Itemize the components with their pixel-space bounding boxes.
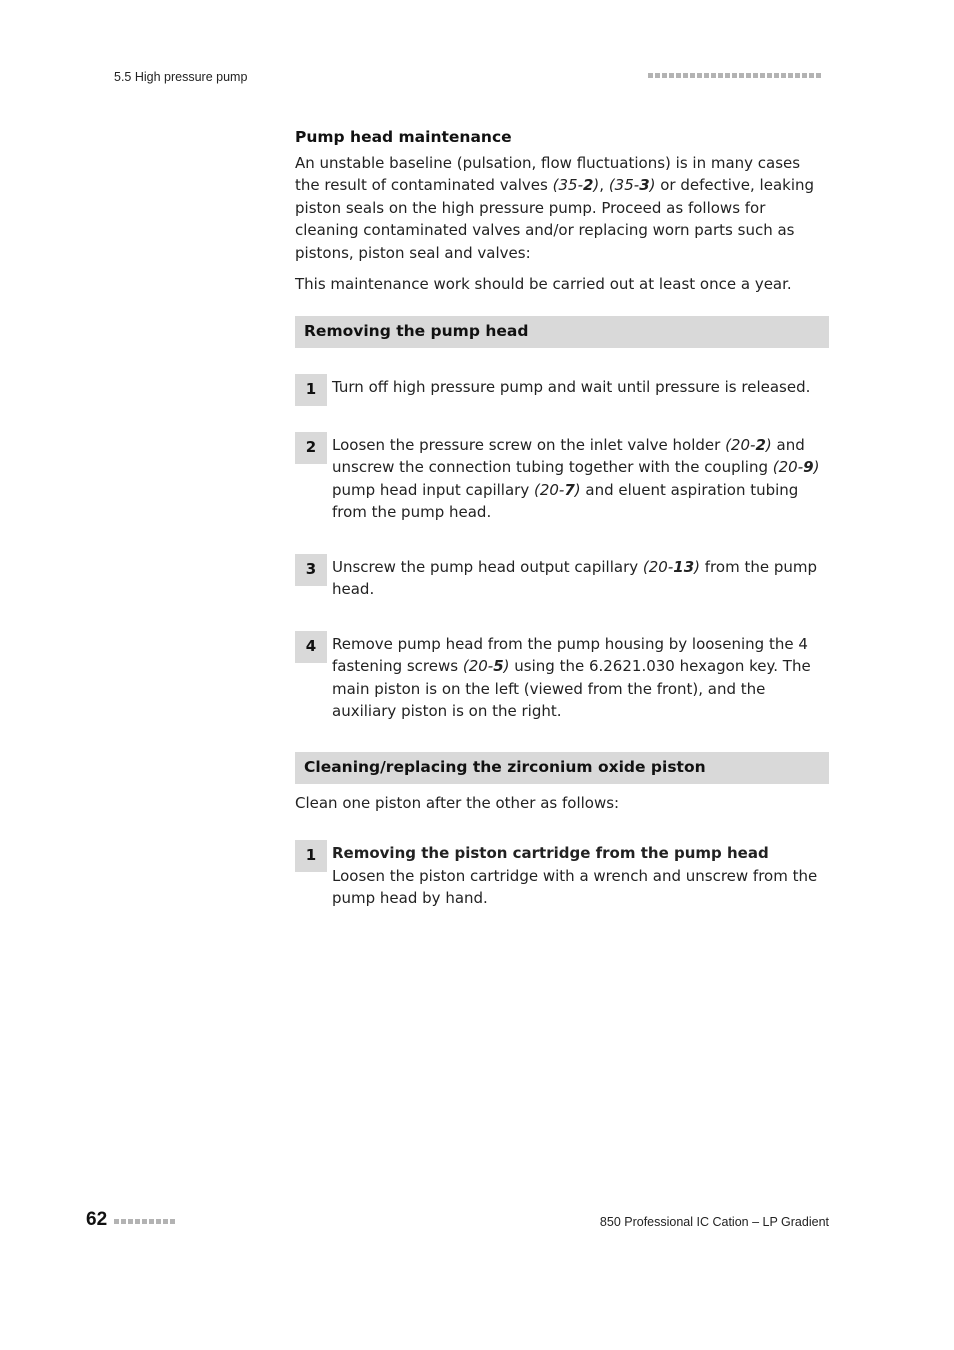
removing-heading: Removing the pump head xyxy=(295,316,829,348)
step-body: Loosen the piston cartridge with a wrench and unscrew from the pump head by hand. xyxy=(332,866,818,907)
cleaning-heading: Cleaning/replacing the zirconium oxide piston xyxy=(295,752,829,784)
step-number: 4 xyxy=(295,631,327,663)
step-1 xyxy=(295,372,829,406)
running-header: 5.5 High pressure pump xyxy=(114,70,248,84)
step-text: Loosen the pressure screw on the inlet valve holder (20-2) and unscrew the connection tubing together with the coupling (20-9) pump head input capillary (20-7) and eluent aspiration tubing from the pump head. xyxy=(332,435,820,521)
cleaning-intro: Clean one piston after the other as follows: xyxy=(295,793,620,812)
step-number: 1 xyxy=(295,840,327,872)
figure-ref: (35-3) xyxy=(608,176,656,194)
figure-ref: (20-9) xyxy=(772,458,820,476)
step-text: Unscrew the pump head output capillary (20-13) from the pump head. xyxy=(332,557,817,598)
figure-ref: (20-5) xyxy=(462,657,510,675)
step-text: Turn off high pressure pump and wait until pressure is released. xyxy=(332,377,811,396)
footer-decoration xyxy=(114,1219,175,1224)
figure-ref: (20-2) xyxy=(725,435,772,454)
figure-ref: (20-7) xyxy=(533,480,581,499)
section-heading: Pump head maintenance xyxy=(295,128,512,146)
intro-paragraph: An unstable baseline (pulsation, flow fluctuations) is in many cases the result of contaminated valves (35-2), (35-3) or defective, leaking piston seals on the high pressure pump. Proceed as follows for cleaning contaminated valves and/or replacing worn parts such as pistons, piston seal and valves: xyxy=(295,153,815,262)
step-3 xyxy=(295,552,829,601)
document-title: 850 Professional IC Cation – LP Gradient xyxy=(599,1215,829,1229)
step-text: Remove pump head from the pump housing by loosening the 4 fastening screws (20-5) using the 6.2621.030 hexagon key. The main piston is on the left (viewed from the front), and the auxiliary piston is on the right. xyxy=(332,634,811,720)
main-content xyxy=(295,126,829,910)
step-number: 3 xyxy=(295,554,327,586)
step-4 xyxy=(295,629,829,723)
page-number: 62 xyxy=(86,1209,108,1230)
step-title: Removing the piston cartridge from the pump head xyxy=(332,844,769,862)
step-number: 2 xyxy=(295,432,327,464)
step-2 xyxy=(295,430,829,524)
header-decoration xyxy=(648,73,821,78)
figure-ref: (20-13) xyxy=(642,557,700,576)
frequency-paragraph: This maintenance work should be carried out at least once a year. xyxy=(295,275,792,293)
step-text xyxy=(327,838,829,910)
figure-ref: (35-2) xyxy=(552,176,600,194)
cleaning-step-1 xyxy=(295,838,829,910)
step-number: 1 xyxy=(295,374,327,406)
